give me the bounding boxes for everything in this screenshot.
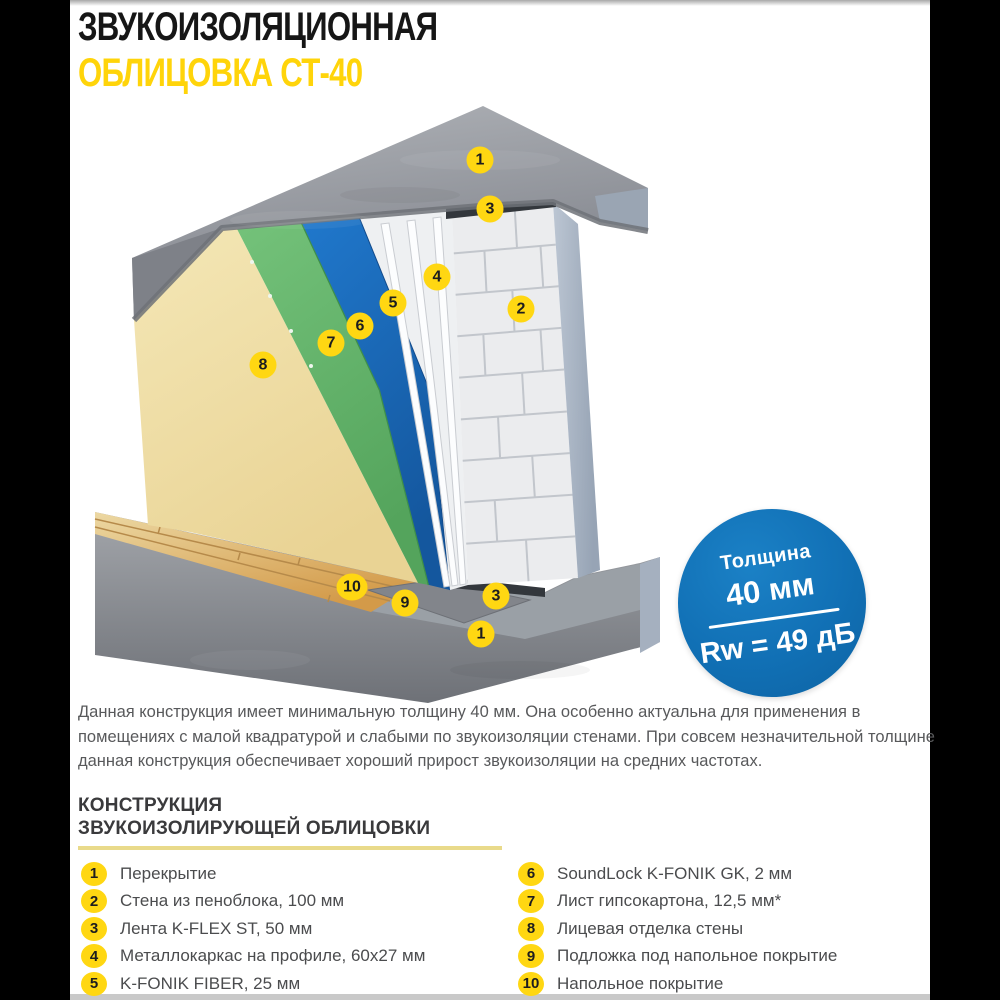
marker-number-7: 7: [326, 334, 336, 352]
badge-rw-value: Rw = 49 дБ: [698, 616, 858, 670]
description-text: Данная конструкция имеет минимальную толщину 40 мм. Она особенно актуальна для применения в помещениях с малой квадратурой и слабыми по звукоизоляции стенами. При совсем незначительной толщине данная конструкция обеспечивает хороший прирост звукоизоляции на средних частотах.: [78, 703, 935, 770]
legend-label-6: SoundLock K-FONIK GK, 2 мм: [557, 863, 793, 883]
marker-number-6: 6: [355, 317, 365, 335]
spec-badge-content: [666, 497, 878, 709]
legend-badge-2: 2: [81, 889, 107, 913]
legend-badge-6: 6: [518, 862, 544, 886]
legend-badge-4: 4: [81, 944, 107, 968]
legend-label-5: K-FONIK FIBER, 25 мм: [120, 973, 301, 993]
legend-item-6: [518, 860, 837, 888]
legend-column-left: [81, 860, 425, 998]
marker-number-5: 5: [388, 294, 398, 312]
section-title-line-2: ЗВУКОИЗОЛИРУЮЩЕЙ ОБЛИЦОВКИ: [78, 818, 431, 839]
legend-item-10: [518, 970, 837, 998]
legend-label-4: Металлокаркас на профиле, 60х27 мм: [120, 946, 426, 966]
marker-number-2: 2: [516, 300, 526, 318]
foam-wall: [452, 200, 600, 585]
legend-label-2: Стена из пеноблока, 100 мм: [120, 891, 345, 911]
legend-item-2: [81, 888, 425, 916]
legend-label-3: Лента K-FLEX ST, 50 мм: [120, 918, 313, 938]
legend-badge-8: 8: [518, 917, 544, 941]
legend-label-7: Лист гипсокартона, 12,5 мм*: [557, 891, 782, 911]
legend-item-7: [518, 888, 837, 916]
legend-badge-1: 1: [81, 862, 107, 886]
section-title-line-1: КОНСТРУКЦИЯ: [78, 795, 223, 816]
legend-label-1: Перекрытие: [120, 863, 217, 883]
marker-number-3: 3: [491, 587, 501, 605]
legend-badge-7: 7: [518, 889, 544, 913]
marker-number-9: 9: [400, 594, 410, 612]
marker-number-10: 10: [343, 578, 361, 596]
spec-badge: [678, 509, 866, 697]
legend-label-10: Напольное покрытие: [557, 973, 724, 993]
legend-badge-5: 5: [81, 972, 107, 996]
marker-number-4: 4: [432, 268, 442, 286]
legend-item-8: [518, 915, 837, 943]
section-header: [78, 794, 502, 850]
title-line-2: ОБЛИЦОВКА СТ-40: [78, 51, 363, 95]
legend-item-5: [81, 970, 425, 998]
legend-badge-9: 9: [518, 944, 544, 968]
legend-badge-3: 3: [81, 917, 107, 941]
title-line-1: ЗВУКОИЗОЛЯЦИОННАЯ: [78, 5, 438, 49]
legend-item-1: [81, 860, 425, 888]
badge-thickness-value: 40 мм: [723, 565, 817, 613]
marker-number-3: 3: [485, 200, 495, 218]
marker-number-1: 1: [475, 151, 485, 169]
legend-badge-10: 10: [518, 972, 544, 996]
legend-label-8: Лицевая отделка стены: [557, 918, 744, 938]
legend-item-4: [81, 943, 425, 971]
marker-number-1: 1: [476, 625, 486, 643]
legend-column-right: [518, 860, 837, 998]
legend-item-3: [81, 915, 425, 943]
badge-thickness-label: Толщина: [718, 539, 813, 575]
legend-item-9: [518, 943, 837, 971]
section-underline: [78, 846, 502, 850]
legend-label-9: Подложка под напольное покрытие: [557, 946, 838, 966]
marker-number-8: 8: [258, 356, 268, 374]
